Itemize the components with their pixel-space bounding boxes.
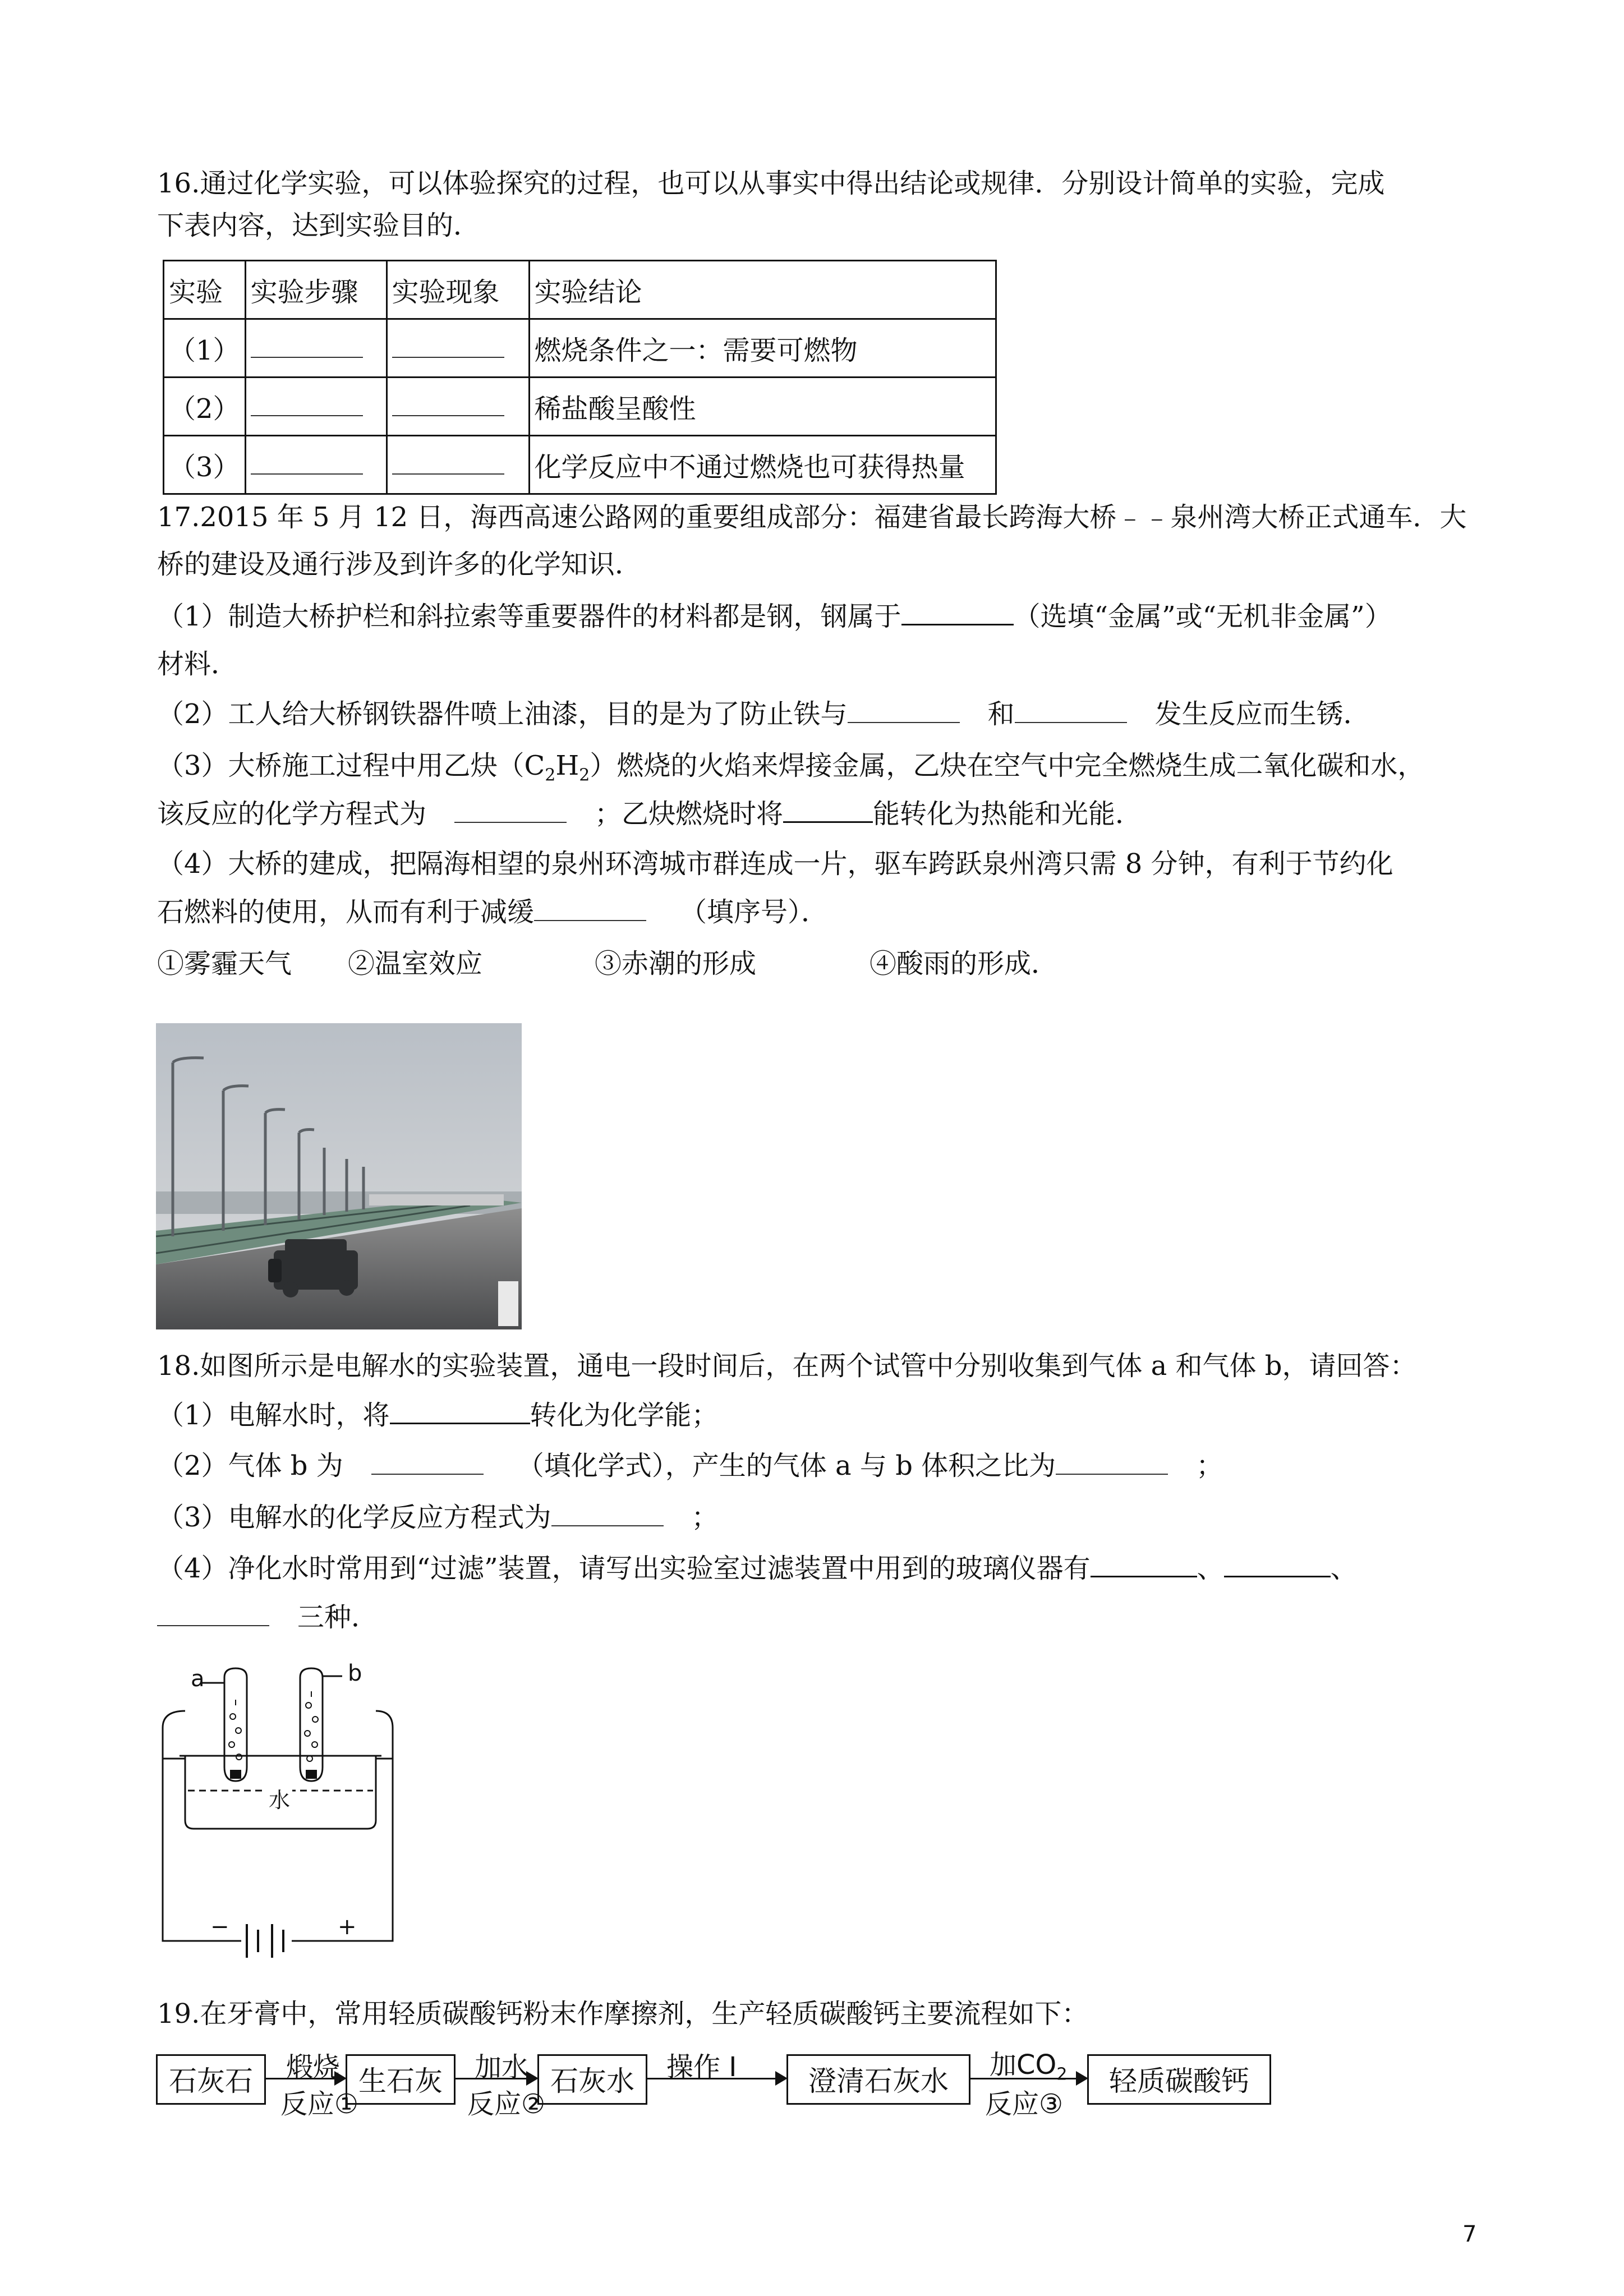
q17-line2: 桥的建设及通行涉及到许多的化学知识． (157, 549, 642, 580)
label-water: 水 (266, 1783, 292, 1814)
answer-blank (1015, 697, 1127, 723)
row-conclusion: 燃烧条件之一：需要可燃物 (529, 319, 996, 378)
blank-phenomenon (387, 319, 529, 378)
flow-label-bottom: 反应② (467, 2088, 546, 2120)
flow-box: 石灰水 (537, 2054, 647, 2105)
flow-box: 石灰石 (156, 2054, 266, 2105)
flow-label-top: 加水 (475, 2051, 529, 2083)
bridge-photo-image (156, 1023, 522, 1329)
flow-box: 轻质碳酸钙 (1087, 2054, 1271, 2105)
row-number: （2） (164, 378, 246, 436)
q18-part3: （3）电解水的化学反应方程式为 ； (157, 1502, 719, 1533)
q18-part2: （2）气体 b 为 （填化学式），产生的气体 a 与 b 体积之比为 ； (157, 1450, 1223, 1481)
q18-part1: （1）电解水时，将 转化为化学能； (157, 1398, 1515, 1432)
q16-line2: 下表内容，达到实验目的． (157, 210, 481, 241)
flow-label-bottom: 反应③ (985, 2088, 1064, 2120)
q17-part4: （4）大桥的建成，把隔海相望的泉州环湾城市群连成一片，驱车跨跃泉州湾只需 8 分钟，有利于节约化 (157, 848, 1393, 880)
label-plus: + (338, 1914, 357, 1940)
q19-line1: 19.在牙膏中，常用轻质碳酸钙粉末作摩擦剂，生产轻质碳酸钙主要流程如下： (157, 1998, 1089, 2030)
answer-blank (1091, 1551, 1197, 1577)
q17-part2: （2）工人给大桥钢铁器件喷上油漆，目的是为了防止铁与 和 发生反应而生锈． (157, 698, 1370, 730)
q18-part4: （4）净化水时常用到“过滤”装置，请写出实验室过滤装置中用到的玻璃仪器有 、 、 (157, 1551, 1515, 1585)
q16-table (163, 260, 997, 495)
label-minus: − (210, 1914, 229, 1940)
bridge-photo (156, 1023, 522, 1329)
flow-box: 生石灰 (346, 2054, 456, 2105)
q17-part1-cont: 材料． (157, 648, 238, 680)
answer-blank (551, 1501, 664, 1526)
flow-label-top: 操作 I (666, 2051, 737, 2083)
answer-blank (534, 895, 646, 921)
blank-step (245, 319, 387, 378)
q17-options (157, 947, 1515, 981)
blank-step (245, 378, 387, 436)
answer-blank (783, 797, 873, 823)
answer-blank (390, 1398, 530, 1424)
header-cell: 实验 (164, 261, 246, 319)
page-number: 7 (1462, 2221, 1477, 2247)
q17-part3: （3）大桥施工过程中用乙炔$(C_2H_2)$燃烧的火焰来焊接金属，乙炔在空气中完全燃烧生成二氧化碳和水， (157, 750, 1425, 785)
answer-blank (454, 797, 567, 823)
flow-label-top: 加$CO_2$ (990, 2049, 1068, 2085)
header-cell: 实验结论 (529, 261, 996, 319)
option: ③赤潮的形成 (595, 948, 757, 979)
q17-part4-cont: 石燃料的使用，从而有利于减缓 （填序号）． (157, 896, 829, 928)
q19-flow-chart (156, 2019, 1390, 2120)
option: ②温室效应 (348, 948, 483, 979)
header-cell: 实验现象 (387, 261, 529, 319)
header-cell: 实验步骤 (245, 261, 387, 319)
answer-blank (1224, 1551, 1331, 1577)
q18-line1: 18.如图所示是电解水的实验装置，通电一段时间后，在两个试管中分别收集到气体 a 和气体 b，请回答： (157, 1350, 1417, 1382)
q17-line1: 17.2015 年 5 月 12 日，海西高速公路网的重要组成部分：福建省最长跨海大桥﹣﹣泉州湾大桥正式通车．大 (157, 501, 1467, 533)
q17-part1: （1）制造大桥护栏和斜拉索等重要器件的材料都是钢，钢属于 （选填“金属”或“无机非金属”） (157, 599, 1515, 633)
electrolysis-diagram (157, 1660, 398, 1958)
blank-phenomenon (387, 378, 529, 436)
flow-label-bottom: 反应① (280, 2088, 359, 2120)
table-row (164, 378, 996, 436)
q16-line1: 16.通过化学实验，可以体验探究的过程，也可以从事实中得出结论或规律．分别设计简单的实验，完成 (157, 168, 1385, 199)
answer-blank (1056, 1449, 1168, 1475)
flow-label-top: 煅烧 (286, 2051, 341, 2083)
option: ④酸雨的形成． (869, 948, 1059, 979)
row-conclusion: 稀盐酸呈酸性 (529, 378, 996, 436)
answer-blank (371, 1449, 484, 1475)
row-number: （1） (164, 319, 246, 378)
flow-box: 澄清石灰水 (786, 2054, 970, 2105)
label-b: b (348, 1660, 362, 1686)
answer-blank (157, 1600, 269, 1626)
table-header-row (164, 261, 996, 319)
q17-part3-cont: 该反应的化学方程式为 ；乙炔燃烧时将 能转化为热能和光能． (157, 797, 1515, 831)
row-conclusion: 化学反应中不通过燃烧也可获得热量 (529, 436, 996, 494)
answer-blank (848, 697, 960, 723)
table-row (164, 319, 996, 378)
option: ①雾霾天气 (157, 948, 292, 979)
blank-step (245, 436, 387, 494)
answer-blank (901, 599, 1014, 625)
q18-part4-cont: 三种． (157, 1600, 1515, 1634)
table-row (164, 436, 996, 494)
blank-phenomenon (387, 436, 529, 494)
label-a: a (191, 1666, 205, 1692)
row-number: （3） (164, 436, 246, 494)
